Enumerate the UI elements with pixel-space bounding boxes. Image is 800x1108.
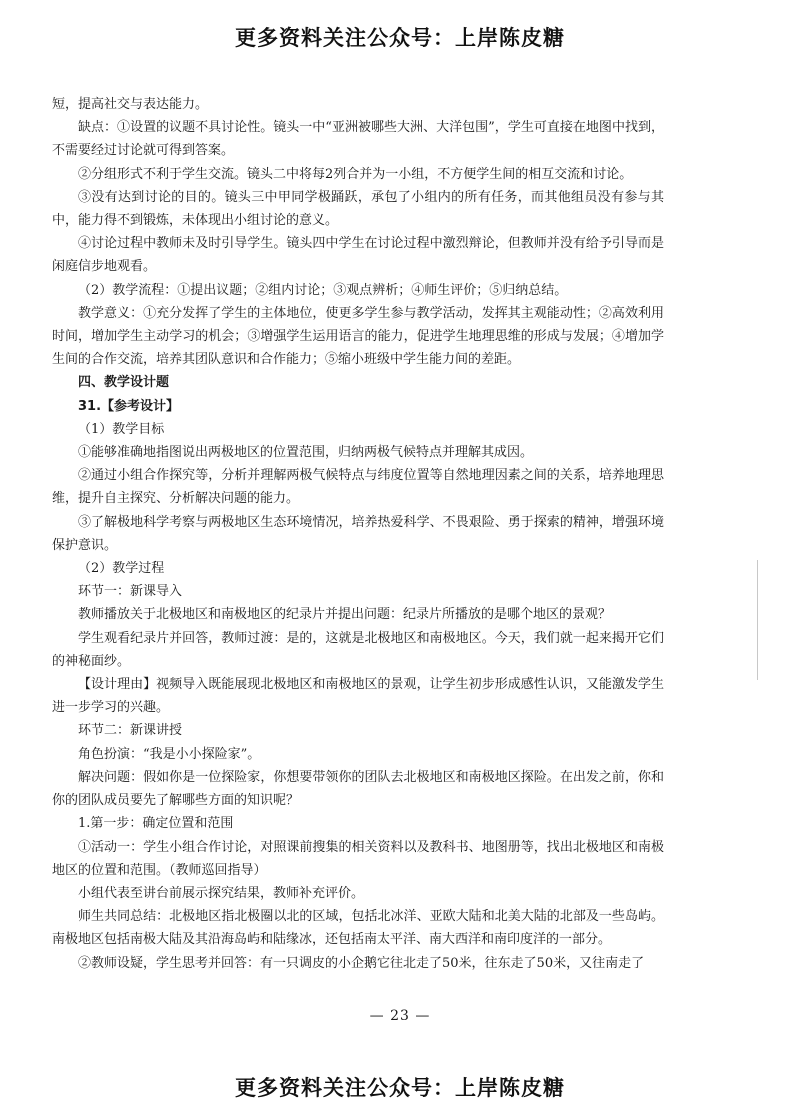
document-body <box>52 93 664 975</box>
subheading: 1.第一步：确定位置和范围 <box>78 816 234 832</box>
subheading: 环节一：新课导入 <box>78 584 183 600</box>
paragraph: ②通过小组合作探究等，分析并理解两极气候特点与纬度位置等自然地理因素之间的关系，培养地理思维，提升自主探究、分析解决问题的能力。 <box>52 468 664 507</box>
paragraph: ③了解极地科学考察与两极地区生态环境情况，培养热爱科学、不畏艰险、勇于探索的精神，增强环境保护意识。 <box>52 514 664 553</box>
paragraph: 教师播放关于北极地区和南极地区的纪录片并提出问题：纪录片所播放的是哪个地区的景观？ <box>78 607 612 623</box>
subheading: （2）教学过程 <box>78 561 165 577</box>
paragraph: 教学意义：①充分发挥了学生的主体地位，使更多学生参与教学活动，发挥其主观能动性；②高效利用时间，增加学生主动学习的机会；③增强学生运用语言的能力，促进学生地理思维的形成与发展；④增加学生间的合作交流，培养其团队意识和合作能力；⑤缩小班级中学生能力间的差距。 <box>52 305 664 368</box>
footer-banner: 更多资料关注公众号：上岸陈皮糖 <box>235 1076 565 1100</box>
paragraph: 【设计理由】视频导入既能展现北极地区和南极地区的景观，让学生初步形成感性认识，又能激发学生进一步学习的兴趣。 <box>52 677 664 716</box>
paragraph: ①活动一：学生小组合作讨论，对照课前搜集的相关资料以及教科书、地图册等，找出北极地区和南极地区的位置和范围。（教师巡回指导） <box>52 839 664 878</box>
paragraph: 师生共同总结：北极地区指北极圈以北的区域，包括北冰洋、亚欧大陆和北美大陆的北部及一些岛屿。南极地区包括南极大陆及其沿海岛屿和陆缘冰，还包括南太平洋、南大西洋和南印度洋的一部分。 <box>52 909 664 948</box>
paragraph: ①能够准确地指图说出两极地区的位置范围，归纳两极气候特点并理解其成因。 <box>78 445 534 461</box>
paragraph: 短，提高社交与表达能力。 <box>52 97 209 112</box>
paragraph: ②教师设疑，学生思考并回答：有一只调皮的小企鹅它往北走了50米，往东走了50米，又往南走了 <box>78 955 645 971</box>
subheading: 环节二：新课讲授 <box>78 723 183 739</box>
page-number: — 23 — <box>369 1008 431 1024</box>
question-heading: 31.【参考设计】 <box>78 398 180 414</box>
paragraph: ③没有达到讨论的目的。镜头三中甲同学极踊跃，承包了小组内的所有任务，而其他组员没有参与其中，能力得不到锻炼，未体现出小组讨论的意义。 <box>52 189 664 229</box>
paragraph: ②分组形式不利于学生交流。镜头二中将每2列合并为一小组，不方便学生间的相互交流和讨论。 <box>78 166 633 182</box>
paragraph: 小组代表至讲台前展示探究结果，教师补充评价。 <box>78 885 365 901</box>
paragraph: 角色扮演：“我是小小探险家”。 <box>78 746 261 762</box>
paragraph: 缺点：①设置的议题不具讨论性。镜头一中“亚洲被哪些大洲、大洋包围”，学生可直接在地图中找到，不需要经过讨论就可得到答案。 <box>52 120 664 159</box>
section-heading: 四、教学设计题 <box>78 375 170 391</box>
scan-edge-line <box>757 560 758 680</box>
paragraph: ④讨论过程中教师未及时引导学生。镜头四中学生在讨论过程中激烈辩论，但教师并没有给予引导而是闲庭信步地观看。 <box>52 236 664 275</box>
paragraph: 学生观看纪录片并回答，教师过渡：是的，这就是北极地区和南极地区。今天，我们就一起来揭开它们的神秘面纱。 <box>52 630 664 669</box>
paragraph: （2）教学流程：①提出议题；②组内讨论；③观点辨析；④师生评价；⑤归纳总结。 <box>78 282 568 298</box>
subheading: （1）教学目标 <box>78 421 165 437</box>
paragraph: 解决问题：假如你是一位探险家，你想要带领你的团队去北极地区和南极地区探险。在出发之前，你和你的团队成员要先了解哪些方面的知识呢？ <box>52 769 664 809</box>
header-banner: 更多资料关注公众号：上岸陈皮糖 <box>235 26 565 50</box>
